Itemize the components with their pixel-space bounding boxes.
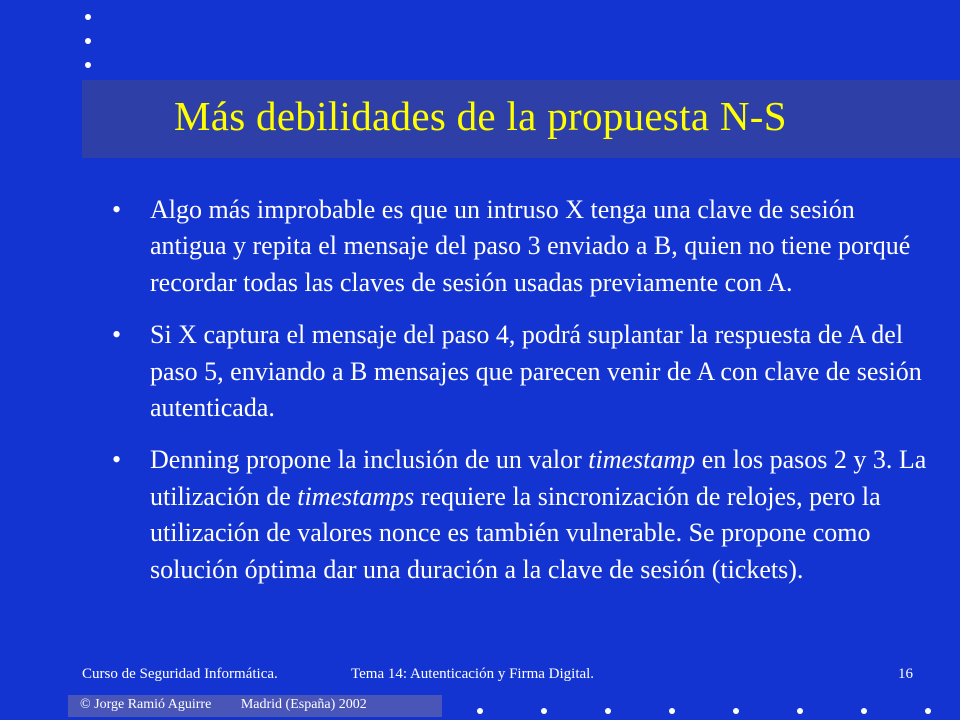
bullet-icon: • (112, 320, 122, 350)
bullet-text-part: requiere la sincronización de relojes, pero la utilización de valores nonce es también vulnerable. Se propone como solución óptima dar una duración a la clave de sesión (tickets). (150, 481, 881, 584)
decorative-dot (925, 708, 931, 714)
bullet-text-part: en los pasos 2 y 3. La utilización de (150, 445, 927, 511)
footer-topic: Tema 14: Autenticación y Firma Digital. (351, 666, 595, 682)
decorative-dot (541, 708, 547, 714)
bullet-text: Si X captura el mensaje del paso 4, podrá suplantar la respuesta de A del paso 5, enviando a B mensajes que parecen venir de A con clave de sesión autenticada. (150, 320, 922, 423)
bullet-icon: • (112, 195, 122, 224)
copyright-icon: © (80, 697, 91, 712)
decorative-dot (733, 708, 739, 714)
slide-title: Más debilidades de la propuesta N-S (174, 93, 787, 139)
decorative-dot (669, 708, 675, 714)
bullet-emphasis: timestamps (297, 481, 415, 511)
bullet-item (112, 442, 932, 588)
decorative-dot (605, 708, 611, 714)
bullet-item (112, 192, 932, 301)
bullet-text: Algo más improbable es que un intruso X tenga una clave de sesión antigua y repita el mensaje del paso 3 enviado a B, quien no tiene porqué recordar todas las claves de sesión usadas previamente con A. (150, 195, 911, 297)
bullet-icon: • (112, 445, 122, 475)
decorative-dot (477, 708, 483, 714)
page-number: 16 (898, 666, 913, 682)
bullet-text (150, 445, 926, 583)
location-date: Madrid (España) 2002 (240, 697, 367, 712)
bullet-emphasis: timestamp (588, 445, 696, 475)
decorative-dot (85, 38, 91, 44)
bullet-item (112, 317, 932, 426)
author-name: Jorge Ramió Aguirre (94, 697, 212, 712)
decorative-dot (861, 708, 867, 714)
author-credit (80, 697, 367, 713)
decorative-dot (797, 708, 803, 714)
decorative-dot (85, 62, 91, 68)
footer-course: Curso de Seguridad Informática. (82, 666, 278, 682)
bullet-text-part: Denning propone la inclusión de un valor (150, 445, 589, 475)
decorative-dot (85, 14, 91, 20)
bullet-list (112, 192, 932, 604)
